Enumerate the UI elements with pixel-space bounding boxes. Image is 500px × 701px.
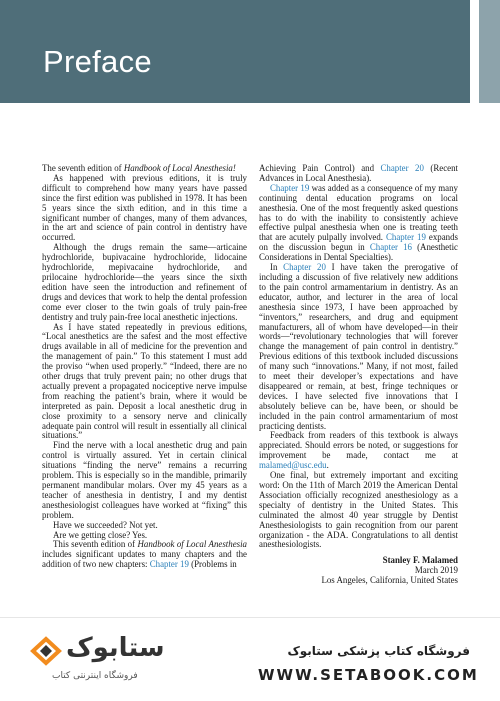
paragraph: Have we succeeded? Not yet. [53, 519, 158, 530]
page-title: Preface [43, 44, 152, 79]
paragraph: Are we getting close? Yes. [53, 529, 148, 540]
paragraph [259, 263, 458, 431]
header-accent-bar [479, 0, 500, 103]
text-run: includes significant updates to many chapters and the addition of two new chapters: [42, 549, 247, 570]
chapter-link[interactable]: Chapter 19 [270, 182, 310, 193]
text-run: was added as a consequence of my many continuing dental education programs on local anesthesia. One of the most frequently asked questions has to do with the inability to consistently achieve effective pulpal anesthesia when one is treating teeth that are acutely pulpally involved. [259, 182, 458, 243]
book-title: Handbook of Local Anesthesia! [123, 163, 236, 173]
chapter-link[interactable]: Chapter 20 [283, 262, 326, 273]
text-run: (Anesthetic Considerations in Dental Specialties). [259, 242, 458, 263]
text-run: In [270, 262, 284, 273]
paragraph: One final, but extremely important and exciting word: On the 11th of March 2019 the American Dental Association officially recognized anesthesiology as a specialty of dentistry in the United States. This culminated the almost 40 year struggle by Dentist Anesthesiologists to gain recognition from our parent organization - the ADA. Congratulations to all dentist anesthesiologists. [259, 470, 458, 550]
email-link[interactable]: malamed@usc.edu [259, 460, 327, 471]
chapter-link[interactable]: Chapter 20 [380, 163, 424, 173]
logo-wordmark: ستابوک [66, 633, 165, 663]
watermark-footer [0, 617, 500, 701]
logo-mark-icon [30, 635, 62, 667]
signature-block [259, 556, 458, 586]
chapter-link[interactable]: Chapter 19 [385, 232, 426, 243]
text-run: expands on the discussion begun in [259, 232, 458, 253]
store-url[interactable]: WWW.SETABOOK.COM [258, 666, 479, 684]
author-name: Stanley F. Malamed [382, 555, 458, 566]
signature-place: Los Angeles, California, United States [321, 575, 458, 586]
signature-date: March 2019 [414, 565, 458, 576]
logo-tagline: فروشگاه اینترنتی کتاب [52, 671, 138, 681]
paragraph [259, 184, 458, 263]
right-column [259, 164, 458, 586]
paragraph [42, 540, 247, 570]
paragraph [259, 431, 458, 471]
paragraph [259, 164, 458, 184]
chapter-link[interactable]: Chapter 19 [149, 559, 189, 570]
paragraph: Find the nerve with a local anesthetic drug and pain control is virtually assured. Yet in certain clinical situations “finding the nerve” remains a recurring problem. This is especially so in the mandible, primarily permanent mandibular molars. Over my 45 years as a teacher of anesthesia in dentistry, I and my dentist anesthesiologist colleagues have worked at “fixing” this problem. [42, 440, 247, 520]
header-side-strip [470, 0, 500, 103]
text-run: . [326, 460, 329, 471]
text-run: Achieving Pain Control) and [259, 163, 381, 173]
store-title: فروشگاه کتاب پزشکی ستابوک [287, 644, 470, 658]
chapter-link[interactable]: Chapter 16 [369, 242, 412, 253]
book-title: Handbook of Local Anesthesia [137, 539, 247, 550]
text-run: I have taken the prerogative of including a discussion of five relatively new additions to the pain control armamentarium in dentistry. As an educator, author, and lecturer in the area of local anesthesia since 1973, I have been approached by “inventors,” researchers, and drug and equipment manufacturers, all of whom have developed—in their words—“revolutionary technologies that will forever change the management of pain control in dentistry.” Previous editions of this textbook included discussions of many such “innovations.” Many, if not most, failed to meet their developer’s expectations and have disappeared or remain, at best, fringe techniques or devices. I have selected five innovations that I absolutely believe can be, have been, or should be included in the pain control armamentarium of most practicing dentists. [259, 262, 458, 431]
text-run: Feedback from readers of this textbook is always appreciated. Should errors be noted, or suggestions for improvement be made, contact me at [259, 430, 458, 461]
setabook-logo[interactable] [30, 633, 165, 689]
chapter-header-band [0, 0, 470, 103]
text-run: (Problems in [188, 559, 237, 570]
text-run: The seventh edition of [42, 163, 124, 173]
paragraph: As I have stated repeatedly in previous editions, “Local anesthetics are the safest and the most effective drugs available in all of medicine for the prevention and the management of pain.” To this statement I must add the proviso “when used properly.” “Indeed, there are no other drugs that truly prevent pain; no other drugs that actually prevent a propagated nociceptive nerve impulse from reaching the patient’s brain, where it would be interpreted as pain. Deposit a local anesthetic drug in close proximity to a sensory nerve and clinically adequate pain control will result in essentially all clinical situations.” [42, 321, 247, 441]
paragraph: Although the drugs remain the same—articaine hydrochloride, bupivacaine hydrochloride, lidocaine hydrochloride, mepivacaine hydrochloride, and prilocaine hydrochloride—the years since the sixth edition have seen the introduction and refinement of drugs and devices that work to help the dental profession come ever closer to the twin goals of truly pain-free dentistry and truly pain-free local anesthetic injections. [42, 242, 247, 322]
text-run: (Recent Advances in Local Anesthesia). [259, 163, 458, 183]
paragraph: As happened with previous editions, it is truly difficult to comprehend how many years have passed since the first edition was published in 1978. It has been 5 years since the sixth edition, and in this time a significant number of changes, many of them advances, in the art and science of pain control in dentistry have occurred. [42, 172, 247, 243]
text-run: This seventh edition of [53, 539, 138, 550]
left-column [42, 164, 247, 570]
